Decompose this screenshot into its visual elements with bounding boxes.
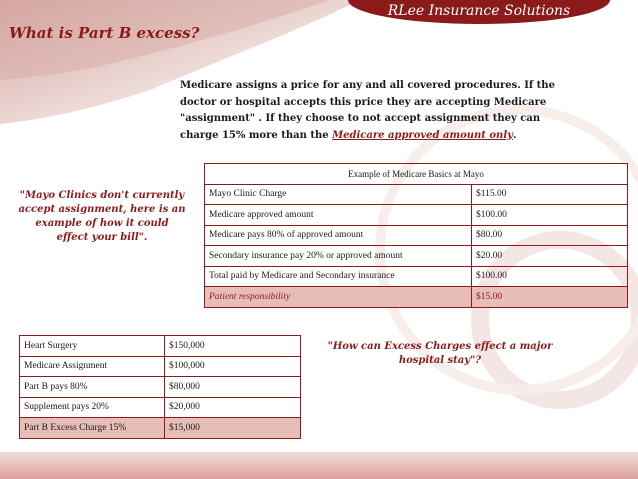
row-value: $100.00 — [472, 205, 628, 226]
table-row-highlight — [20, 418, 301, 439]
intro-text: Medicare assigns a price for any and all covered procedures. If the doctor or hospital accepts this price they are accepting Medicare "assignment" . If they choose to not accept assignment they can charge 15% more than the — [180, 80, 555, 141]
row-label: Medicare approved amount — [205, 205, 472, 226]
row-label: Heart Surgery — [20, 336, 165, 357]
row-label: Total paid by Medicare and Secondary insurance — [205, 266, 472, 287]
mayo-quote: "Mayo Clinics don't currently accept assignment, here is an example of how it could effect your bill". — [18, 190, 186, 243]
row-label: Supplement pays 20% — [20, 397, 165, 418]
table-row — [20, 397, 301, 418]
row-value: $20.00 — [472, 246, 628, 267]
row-label: Medicare pays 80% of approved amount — [205, 225, 472, 246]
table-row — [20, 377, 301, 398]
row-label: Patient responsibility — [205, 287, 472, 308]
table-row — [20, 356, 301, 377]
page-title: What is Part B excess? — [9, 24, 200, 42]
row-label: Mayo Clinic Charge — [205, 184, 472, 205]
intro-paragraph — [180, 78, 580, 144]
medicare-approved-link[interactable]: Medicare approved amount only — [332, 129, 513, 141]
row-value: $100,000 — [165, 356, 301, 377]
bottom-band — [0, 452, 638, 479]
row-value: $15.00 — [472, 287, 628, 308]
mayo-table-caption: Example of Medicare Basics at Mayo — [205, 164, 628, 185]
row-value: $150,000 — [165, 336, 301, 357]
row-value: $80.00 — [472, 225, 628, 246]
surgery-table — [19, 335, 301, 439]
intro-trailing: . — [512, 129, 517, 141]
row-value: $80,000 — [165, 377, 301, 398]
row-value: $100.00 — [472, 266, 628, 287]
mayo-table-caption-row — [205, 164, 628, 185]
brand-banner: RLee Insurance Solutions — [348, 0, 610, 24]
table-row-highlight — [205, 287, 628, 308]
table-row — [205, 205, 628, 226]
row-value: $115.00 — [472, 184, 628, 205]
row-value: $20,000 — [165, 397, 301, 418]
table-row — [205, 225, 628, 246]
table-row — [205, 184, 628, 205]
excess-quote: "How can Excess Charges effect a major hospital stay"? — [327, 341, 553, 366]
row-label: Part B pays 80% — [20, 377, 165, 398]
row-label: Part B Excess Charge 15% — [20, 418, 165, 439]
table-row — [205, 246, 628, 267]
mayo-table — [204, 163, 628, 308]
row-label: Medicare Assignment — [20, 356, 165, 377]
row-value: $15,000 — [165, 418, 301, 439]
row-label: Secondary insurance pay 20% or approved amount — [205, 246, 472, 267]
table-row — [20, 336, 301, 357]
table-row — [205, 266, 628, 287]
